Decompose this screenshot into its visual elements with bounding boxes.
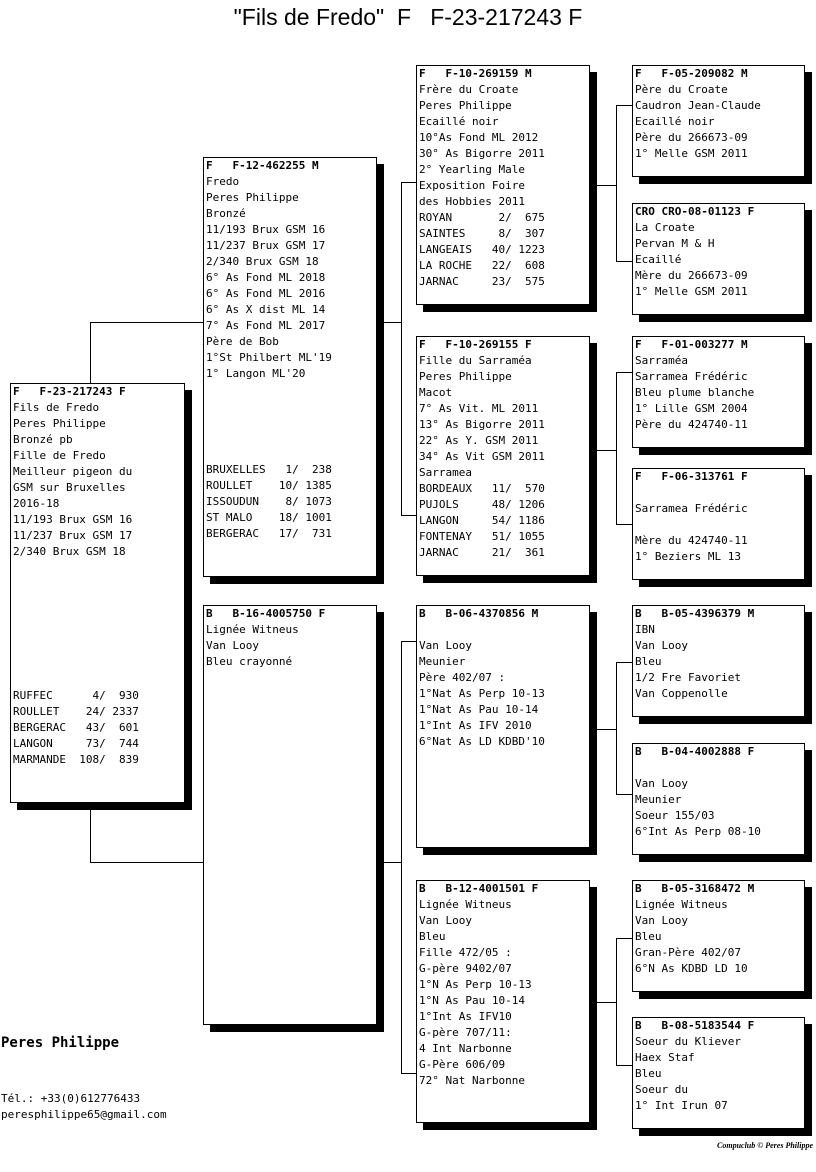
race-result: BORDEAUX 11/ 570 [419, 482, 545, 495]
card-line: Peres Philippe [419, 99, 512, 112]
results-list [419, 210, 587, 290]
card-line: Mère du 266673-09 [635, 269, 748, 282]
card-dam [203, 605, 377, 1025]
card-line: Fille du Sarraméa [419, 354, 532, 367]
card-header: F F-01-003277 M [635, 338, 748, 351]
results-list [13, 688, 139, 768]
card-line: Meilleur pigeon du [13, 465, 133, 478]
card-line: G-père 707/11: [419, 1026, 512, 1039]
card-line: G-Père 606/09 [419, 1058, 506, 1071]
card-line: Van Looy [206, 639, 259, 652]
card-line: 4 Int Narbonne [419, 1042, 512, 1055]
race-result: ST MALO 18/ 1001 [206, 511, 332, 524]
connector [616, 105, 632, 106]
card-line: Bleu [635, 655, 662, 668]
race-result: JARNAC 21/ 361 [419, 546, 545, 559]
connector [616, 105, 617, 262]
card-header: F F-06-313761 F [635, 470, 748, 483]
card-line: 1°Nat As Perp 10-13 [419, 687, 545, 700]
card-line: Bleu [419, 930, 446, 943]
card-line: Soeur du [635, 1083, 688, 1096]
card-line: 7° As Fond ML 2017 [206, 319, 326, 332]
card-line: Lignée Witneus [206, 623, 299, 636]
card-line: 13° As Bigorre 2011 [419, 418, 545, 431]
card-line: 1° Melle GSM 2011 [635, 147, 748, 160]
card-line: Ecaillé noir [419, 115, 499, 128]
card-line: Peres Philippe [13, 417, 106, 430]
card-line: 6° As X dist ML 14 [206, 303, 326, 316]
card-line: 34° As Vit GSM 2011 [419, 450, 545, 463]
race-result: MARMANDE 108/ 839 [13, 753, 139, 766]
card-line: 1° Lille GSM 2004 [635, 402, 748, 415]
card-line: 10°As Fond ML 2012 [419, 131, 539, 144]
card-line: 1°N As Perp 10-13 [419, 978, 532, 991]
card-line: GSM sur Bruxelles [13, 481, 126, 494]
card-line [635, 760, 802, 776]
card-header: F F-12-462255 M [206, 159, 319, 172]
card-line: Sarramea [419, 466, 472, 479]
card-line: Frère du Croate [419, 83, 519, 96]
card-line: 1/2 Fre Favoriet [635, 671, 741, 684]
race-result: LA ROCHE 22/ 608 [419, 259, 545, 272]
connector [401, 515, 416, 516]
card-line: 22° As Y. GSM 2011 [419, 434, 539, 447]
card-header: B B-04-4002888 F [635, 745, 755, 758]
card-line: 6°N As KDBD LD 10 [635, 962, 748, 975]
card-line: Mère du 424740-11 [635, 534, 748, 547]
card-header: B B-08-5183544 F [635, 1019, 755, 1032]
card-dsd [632, 743, 805, 855]
card-line: Père 402/07 : [419, 671, 506, 684]
card-line: Lignée Witneus [635, 898, 728, 911]
card-line: 72° Nat Narbonne [419, 1074, 525, 1087]
owner-name: Peres Philippe [1, 1035, 120, 1051]
connector [616, 938, 617, 1066]
card-sire [203, 157, 377, 577]
card-line: Sarramea Frédéric [635, 370, 748, 383]
card-line: 11/193 Brux GSM 16 [13, 513, 133, 526]
card-line: 1°N As Pau 10-14 [419, 994, 525, 1007]
card-line: Père du Croate [635, 83, 728, 96]
card-header: B B-16-4005750 F [206, 607, 326, 620]
card-line: 1° Langon ML'20 [206, 367, 306, 380]
card-line: Van Looy [419, 914, 472, 927]
race-result: ISSOUDUN 8/ 1073 [206, 495, 332, 508]
title-ring: F-23-217243 F [430, 4, 583, 30]
race-result: JARNAC 23/ 575 [419, 275, 545, 288]
card-line: Père du 424740-11 [635, 418, 748, 431]
footer-credit: Compuclub © Peres Philippe [717, 1141, 813, 1150]
card-line: Exposition Foire [419, 179, 525, 192]
card-line: 30° As Bigorre 2011 [419, 147, 545, 160]
card-header: F F-10-269159 M [419, 67, 532, 80]
card-line: Ecaillé noir [635, 115, 715, 128]
connector [616, 794, 632, 795]
card-dds [632, 880, 805, 992]
connector [596, 450, 616, 451]
card-line: 2° Yearling Male [419, 163, 525, 176]
race-result: RUFFEC 4/ 930 [13, 689, 139, 702]
card-line: 1°Int As IFV10 [419, 1010, 512, 1023]
card-line: Haex Staf [635, 1051, 695, 1064]
card-sds [632, 336, 805, 448]
card-line: 1° Melle GSM 2011 [635, 285, 748, 298]
connector [596, 185, 616, 186]
card-line: Père de Bob [206, 335, 279, 348]
card-line: Sarraméa [635, 354, 688, 367]
card-line: 7° As Vit. ML 2011 [419, 402, 539, 415]
card-line: Bleu crayonné [206, 655, 293, 668]
connector [90, 322, 203, 323]
card-line: 1°Int As IFV 2010 [419, 719, 532, 732]
card-line: Meunier [419, 655, 466, 668]
card-line: Macot [419, 386, 453, 399]
card-sss [632, 65, 805, 177]
connector [401, 182, 416, 183]
card-line: Ecaillé [635, 253, 682, 266]
card-sdd [632, 468, 805, 580]
card-dam-sire [416, 605, 590, 848]
card-line: Van Looy [635, 639, 688, 652]
card-line: Van Looy [635, 914, 688, 927]
card-line: Soeur du Kliever [635, 1035, 741, 1048]
card-line: 6° As Fond ML 2016 [206, 287, 326, 300]
card-line: La Croate [635, 221, 695, 234]
card-header: F F-23-217243 F [13, 385, 126, 398]
card-header: F F-10-269155 F [419, 338, 532, 351]
card-line [635, 517, 802, 533]
pedigree-title [0, 4, 816, 31]
card-dss [632, 605, 805, 717]
title-name: "Fils de Fredo" [233, 4, 385, 30]
race-result: ROULLET 24/ 2337 [13, 705, 139, 718]
card-line: Père du 266673-09 [635, 131, 748, 144]
race-result: PUJOLS 48/ 1206 [419, 498, 545, 511]
card-line: Bleu plume blanche [635, 386, 755, 399]
connector [384, 862, 401, 863]
card-line: 1° Int Irun 07 [635, 1099, 728, 1112]
race-result: BRUXELLES 1/ 238 [206, 463, 332, 476]
card-line: Fils de Fredo [13, 401, 100, 414]
card-line: Gran-Père 402/07 [635, 946, 741, 959]
card-line: Sarramea Frédéric [635, 502, 748, 515]
connector [401, 182, 402, 516]
card-line: Bleu [635, 1067, 662, 1080]
card-line: 6°Int As Perp 08-10 [635, 825, 761, 838]
card-line: Van Looy [419, 639, 472, 652]
card-line: 1° Beziers ML 13 [635, 550, 741, 563]
card-line: 11/193 Brux GSM 16 [206, 223, 326, 236]
card-line: 2/340 Brux GSM 18 [206, 255, 319, 268]
connector [596, 1002, 616, 1003]
card-line: 1°St Philbert ML'19 [206, 351, 332, 364]
card-line: Fille de Fredo [13, 449, 106, 462]
card-line: 6° As Fond ML 2018 [206, 271, 326, 284]
card-line: 2016-18 [13, 497, 60, 510]
card-line: 11/237 Brux GSM 17 [206, 239, 326, 252]
connector [616, 1065, 632, 1066]
connector [90, 809, 91, 863]
card-line: 2/340 Brux GSM 18 [13, 545, 126, 558]
card-header: B B-12-4001501 F [419, 882, 539, 895]
race-result: ROULLET 10/ 1385 [206, 479, 332, 492]
card-line: 6°Nat As LD KDBD'10 [419, 735, 545, 748]
card-line: Bronzé pb [13, 433, 73, 446]
race-result: ROYAN 2/ 675 [419, 211, 545, 224]
connector [616, 662, 617, 795]
connector [90, 322, 91, 383]
race-result: FONTENAY 51/ 1055 [419, 530, 545, 543]
card-sire-sire [416, 65, 590, 305]
results-list [206, 462, 332, 542]
card-header: B B-06-4370856 M [419, 607, 539, 620]
card-line: Soeur 155/03 [635, 809, 715, 822]
card-line: G-père 9402/07 [419, 962, 512, 975]
connector [401, 641, 416, 642]
card-subject [10, 383, 185, 803]
connector [616, 524, 632, 525]
card-header: B B-05-4396379 M [635, 607, 755, 620]
connector [90, 862, 203, 863]
connector [401, 1073, 416, 1074]
card-ddd [632, 1017, 805, 1129]
race-result: BERGERAC 17/ 731 [206, 527, 332, 540]
card-line: Peres Philippe [206, 191, 299, 204]
card-line: Bronzé [206, 207, 246, 220]
card-line: Fredo [206, 175, 240, 188]
card-dam-dam [416, 880, 590, 1123]
race-result: LANGEAIS 40/ 1223 [419, 243, 545, 256]
title-sex: F [396, 4, 412, 30]
card-header: CRO CRO-08-01123 F [635, 205, 755, 218]
results-list [419, 481, 587, 561]
card-line: des Hobbies 2011 [419, 195, 525, 208]
connector [616, 372, 632, 373]
race-result: LANGON 54/ 1186 [419, 514, 545, 527]
card-header: F F-05-209082 M [635, 67, 748, 80]
card-line: 11/237 Brux GSM 17 [13, 529, 133, 542]
card-line: Lignée Witneus [419, 898, 512, 911]
card-ssd [632, 203, 805, 315]
card-line: Pervan M & H [635, 237, 715, 250]
card-line [419, 622, 587, 638]
card-line: IBN [635, 623, 655, 636]
card-line: Meunier [635, 793, 682, 806]
card-line: Van Coppenolle [635, 687, 728, 700]
race-result: SAINTES 8/ 307 [419, 227, 545, 240]
connector [616, 662, 632, 663]
card-header: B B-05-3168472 M [635, 882, 755, 895]
card-line: Van Looy [635, 777, 688, 790]
card-line: Bleu [635, 930, 662, 943]
connector [384, 322, 401, 323]
connector [616, 261, 632, 262]
card-line: Fille 472/05 : [419, 946, 512, 959]
connector [596, 729, 616, 730]
race-result: BERGERAC 43/ 601 [13, 721, 139, 734]
card-line: Peres Philippe [419, 370, 512, 383]
card-line: 1°Nat As Pau 10-14 [419, 703, 539, 716]
owner-phone: Tél.: +33(0)612776433 [1, 1092, 141, 1105]
connector [401, 641, 402, 1074]
connector [616, 938, 632, 939]
card-line [635, 485, 802, 501]
owner-email[interactable]: peresphilippe65@gmail.com [1, 1108, 167, 1121]
race-result: LANGON 73/ 744 [13, 737, 139, 750]
card-line: Caudron Jean-Claude [635, 99, 761, 112]
card-sire-dam [416, 336, 590, 576]
connector [616, 372, 617, 525]
